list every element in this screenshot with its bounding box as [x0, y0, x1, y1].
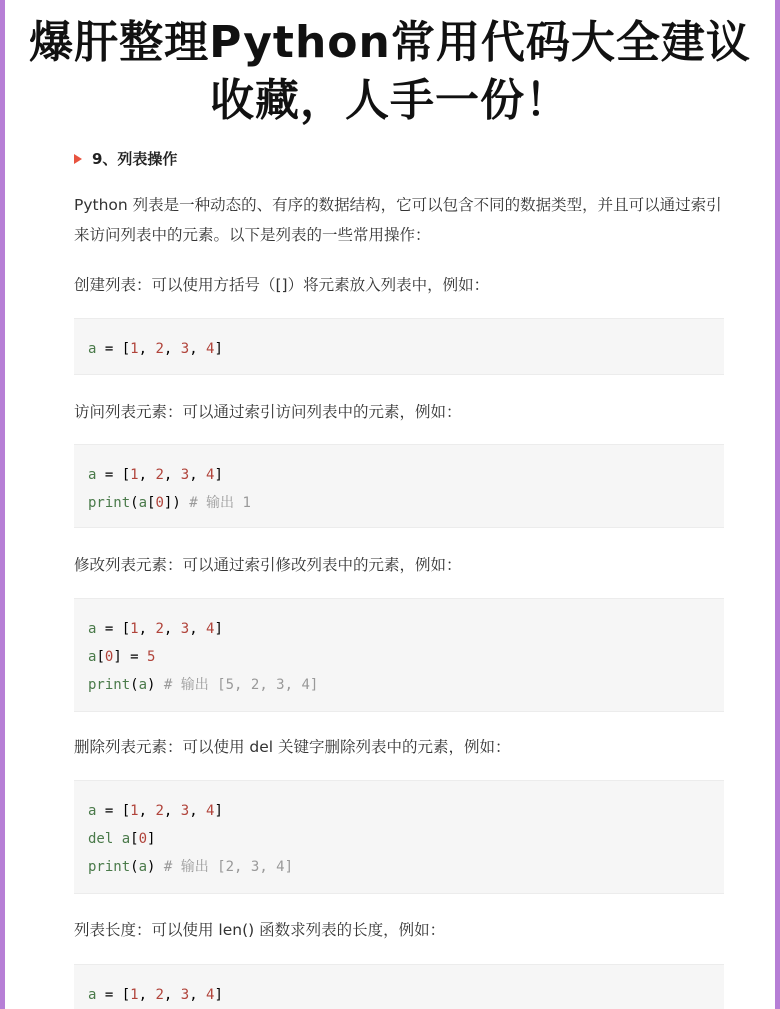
- code-block-create-list: [74, 318, 724, 375]
- code-line: print(a) # 输出 [5, 2, 3, 4]: [88, 677, 319, 693]
- modify-element-description: 修改列表元素：可以通过索引修改列表中的元素，例如：: [74, 556, 462, 574]
- create-list-description: 创建列表：可以使用方括号（[]）将元素放入列表中，例如：: [74, 276, 490, 294]
- code-line: del a[0]: [88, 831, 156, 847]
- code-block-list-length: [74, 964, 724, 1009]
- code-line: a = [1, 2, 3, 4]: [88, 803, 223, 819]
- access-element-description: 访问列表元素：可以通过索引访问列表中的元素，例如：: [74, 403, 462, 421]
- list-length-description: 列表长度：可以使用 len() 函数求列表的长度，例如：: [74, 921, 446, 939]
- frame-border-right: [775, 0, 780, 1009]
- banner-title-line-2: 收藏，人手一份！: [210, 75, 570, 126]
- code-block-delete-element: [74, 780, 724, 894]
- delete-element-description: 删除列表元素：可以使用 del 关键字删除列表中的元素，例如：: [74, 738, 511, 756]
- code-line: a = [1, 2, 3, 4]: [88, 621, 223, 637]
- section-heading: [74, 148, 177, 169]
- code-block-access-element: [74, 444, 724, 528]
- code-line: print(a[0]) # 输出 1: [88, 495, 251, 511]
- banner-title: [14, 14, 766, 130]
- code-block-modify-element: [74, 598, 724, 712]
- code-line: a[0] = 5: [88, 649, 156, 665]
- code-line: a = [1, 2, 3, 4]: [88, 467, 223, 483]
- banner-title-line-1: 爆肝整理Python常用代码大全建议: [29, 17, 751, 68]
- code-line: a = [1, 2, 3, 4]: [88, 987, 223, 1003]
- code-line: a = [1, 2, 3, 4]: [88, 341, 223, 357]
- triangle-marker-icon: [74, 154, 82, 164]
- section-heading-text: 9、列表操作: [92, 150, 178, 168]
- section-intro: Python 列表是一种动态的、有序的数据结构，它可以包含不同的数据类型，并且可以通过索引来访问列表中的元素。以下是列表的一些常用操作：: [74, 196, 722, 244]
- code-line: print(a) # 输出 [2, 3, 4]: [88, 859, 294, 875]
- frame-border-left: [0, 0, 5, 1009]
